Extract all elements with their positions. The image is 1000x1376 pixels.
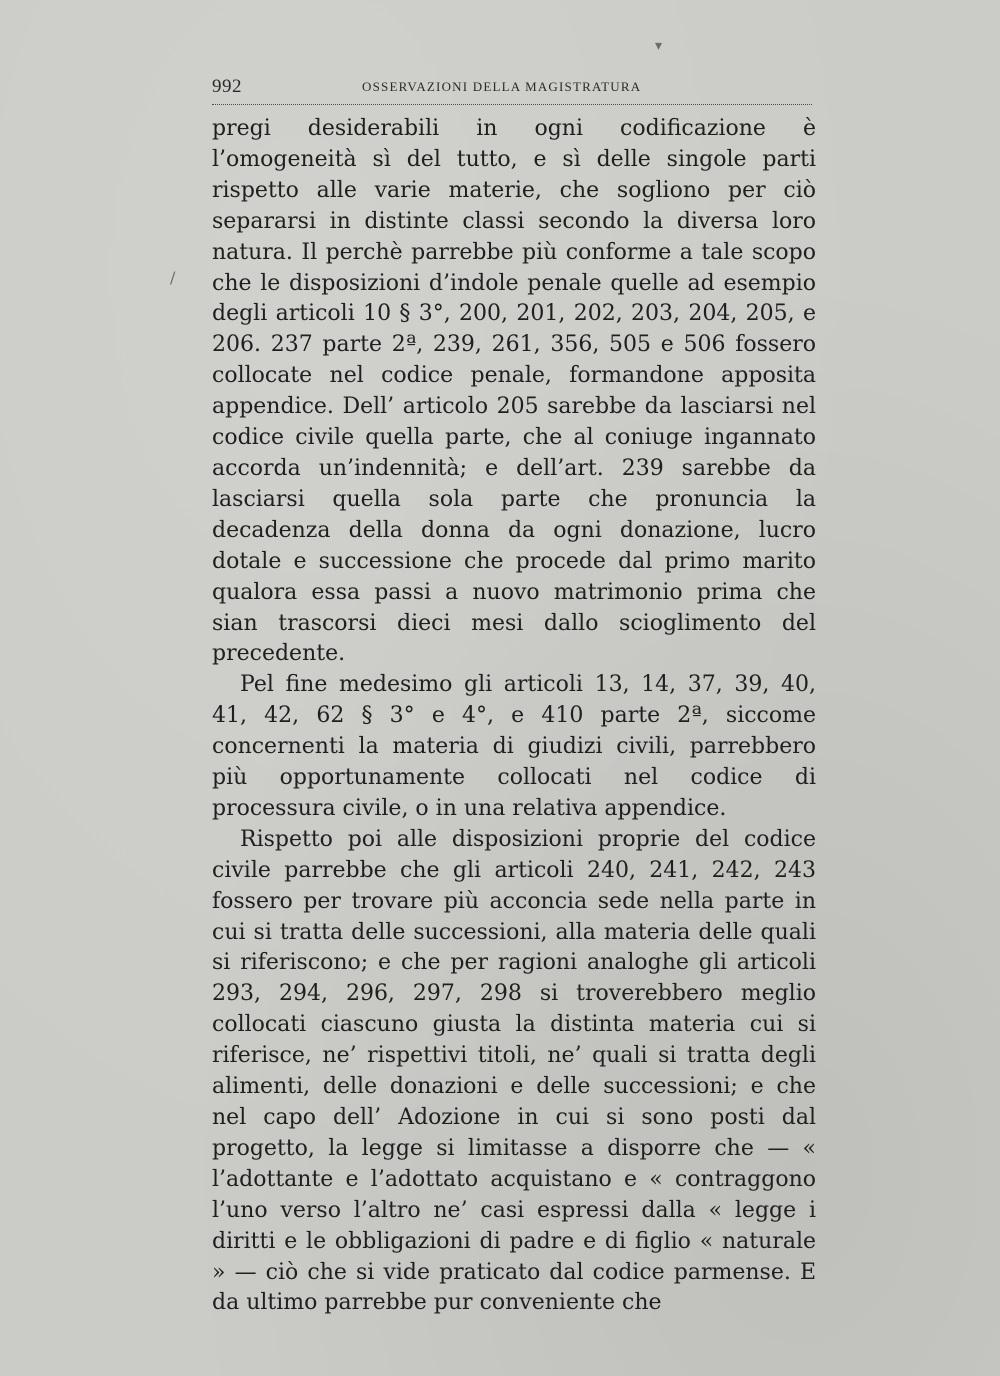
paragraph-continuation: pregi desiderabili in ogni codificazione è l’omogeneità sì del tutto, e sì delle singole parti rispetto alle varie materie, che sogliono per ciò separarsi in distinte classi secondo la diversa loro natura. Il perchè parrebbe più conforme a tale scopo che le disposizioni d’indole penale quelle ad esempio degli articoli 10 § 3°, 200, 201, 202, 203, 204, 205, e 206. 237 parte 2ª, 239, 261, 356, 505 e 506 fossero collocate nel codice penale, formandone apposita appendice. Dell’ articolo 205 sarebbe da lasciarsi nel codice civile quella parte, che al coniuge ingannato accorda un’indennità; e dell’art. 239 sarebbe da lasciarsi quella sola parte che pronuncia la decadenza della donna da ogni donazione, lucro dotale e successione che procede dal primo marito qualora essa passi a nuovo matrimonio prima che sian trascorsi dieci mesi dallo scioglimento del precedente.	[212, 116, 816, 667]
header-rule	[212, 104, 812, 105]
page-header	[212, 76, 816, 100]
margin-tick: /	[170, 268, 176, 287]
body-text	[212, 114, 816, 1319]
running-title: OSSERVAZIONI DELLA MAGISTRATURA	[362, 79, 642, 94]
print-speck: ▾	[655, 38, 663, 54]
page-number: 992	[212, 76, 242, 97]
paragraph-civil-code-articles: Rispetto poi alle disposizioni proprie del codice civile parrebbe che gli articoli 240, 241, 242, 243 fossero per trovare più acconcia sede nella parte in cui si tratta delle successioni, alla materia delle quali si riferiscono; e che per ragioni analoghe gli articoli 293, 294, 296, 297, 298 si troverebbero meglio collocati ciascuno giusta la distinta materia cui si riferisce, ne’ rispettivi titoli, ne’ quali si tratta degli alimenti, delle donazioni e delle successioni; e che nel capo dell’ Adozione in cui si sono posti dal progetto, la legge si limitasse a disporre che — « l’adottante e l’adottato acquistano e « contraggono l’uno verso l’altro ne’ casi espressi dalla « legge i diritti e le obbligazioni di padre e di figlio « naturale » — ciò che si vide praticato dal codice parmense. E da ultimo parrebbe pur conveniente che	[212, 826, 816, 1316]
paragraph-procedural-articles: Pel fine medesimo gli articoli 13, 14, 37, 39, 40, 41, 42, 62 § 3° e 4°, e 410 parte 2ª, siccome concernenti la materia di giudizi civili, parrebbero più opportunamente collocati nel codice di processura civile, o in una relativa appendice.	[212, 672, 816, 821]
